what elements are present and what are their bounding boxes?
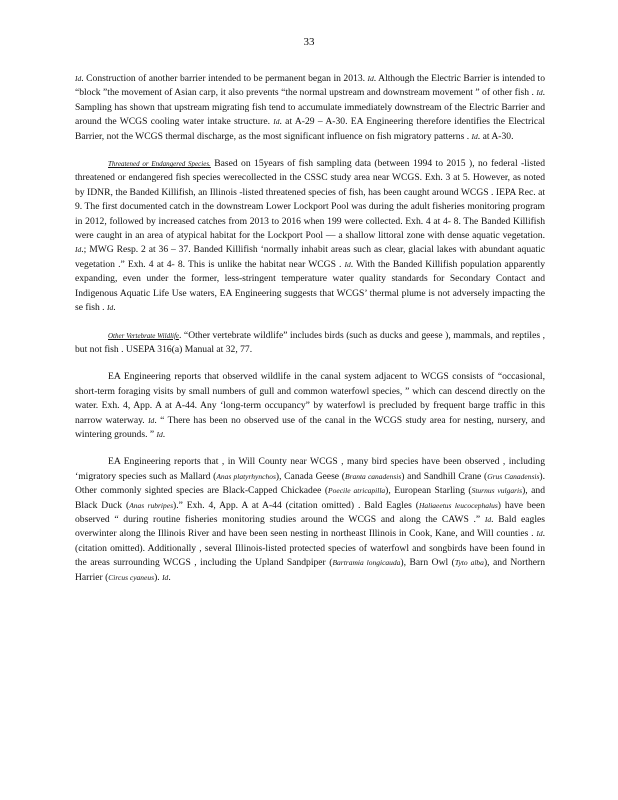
section-heading: Other Vertebrate Wildlife: [108, 331, 180, 340]
italic-text: Circus cyaneus: [108, 572, 155, 582]
paragraph-text: . (citation omitted). Additionally , several Illinois-listed protected species of waterfowl and songbirds have been found in the areas surrounding WCGS , including the Upland Sandpiper (: [75, 528, 545, 569]
italic-text: Id: [484, 514, 492, 524]
italic-text: Bartramia longicauda: [332, 558, 401, 568]
italic-text: Id: [162, 572, 169, 582]
paragraph-text: ) and Sandhill Crane (: [401, 470, 488, 482]
paragraph-text: ), and Northern Harrier (: [75, 557, 545, 583]
paragraph-text: ) have been observed “ during routine fisheries monitoring studies around the WCGS and along the CAWS .”: [75, 499, 546, 525]
paragraph-text: EA Engineering reports that observed wildlife in the canal system adjacent to WCGS consists of “occasional, short-term foraging visits by small numbers of gull and common waterfowl species, ” which can descend directly on the water. Exh. 4, App. A at A-44. Any ‘long-term occupancy” by waterfowl is precluded by frequent barge traffic in this narrow waterway.: [75, 371, 545, 426]
italic-text: Anas platyrhynchos: [216, 471, 276, 481]
paragraph-text: . Construction of another barrier intended to be permanent began in 2013.: [81, 73, 368, 84]
italic-text: Id: [536, 529, 543, 539]
italic-text: Id: [536, 88, 543, 98]
paragraph-text: ).: [154, 571, 163, 583]
italic-text: Haliaeetus leucocephalus: [418, 500, 498, 510]
body-paragraph: [75, 72, 545, 144]
body-paragraph: [75, 329, 545, 358]
italic-text: Branta canadensis: [344, 471, 402, 481]
paragraph-text: . “ There has been no observed use of the canal in the WCGS study area for nesting, nursery, and wintering grounds. ”: [75, 414, 546, 440]
section-heading: Threatened or Endangered Species.: [108, 160, 211, 169]
paragraph-text: ), Barn Owl (: [400, 557, 455, 569]
italic-text: Id: [344, 259, 351, 269]
body-paragraph: [75, 455, 545, 585]
italic-text: Id: [75, 74, 82, 83]
italic-text: Poecile atricapilla: [328, 486, 386, 496]
paragraph-text: . at A-29 – A-30. EA Engineering therefore identifies the Electrical Barrier, not the WCGS thermal discharge, as the most significant influence on fish migratory patterns .: [75, 116, 546, 142]
paragraph-text: . at A-30.: [477, 130, 514, 142]
paragraph-text: ), and Black Duck (: [75, 485, 546, 511]
italic-text: Id: [471, 131, 478, 141]
italic-text: Sturnus vulgaris: [471, 486, 523, 496]
paragraph-text: ), Canada Geese (: [275, 470, 345, 482]
page-number: 33: [303, 36, 315, 48]
italic-text: Id: [106, 303, 114, 313]
paragraph-text: . With the Banded Killifish population apparently expanding, even under the former, less-stringent temperature water quality standards for Secondary Contact and Indigenous Aquatic Life Use waters, EA Engineering suggests that WCGS’ thermal plume is not adversely impacting the se fish .: [75, 258, 546, 314]
italic-text: Id: [156, 429, 163, 439]
italic-text: Id: [273, 117, 280, 127]
italic-text: Anas rubripes: [129, 500, 173, 510]
italic-text: Tyto alba: [454, 558, 484, 568]
body-paragraph: [75, 157, 545, 315]
body-paragraph: [75, 370, 545, 442]
document-body: [75, 72, 545, 598]
italic-text: Id: [75, 245, 82, 255]
italic-text: Id: [148, 415, 155, 425]
paragraph-text: ).” Exh. 4, App. A at A-44 (citation omitted) . Bald Eagles (: [173, 499, 419, 511]
paragraph-text: .: [162, 428, 166, 440]
paragraph-text: . Although the Electric Barrier is intended to “block ”the movement of Asian carp, it also prevents “the normal upstream and downstream movement ” of other fish .: [75, 73, 545, 99]
paragraph-text: ), European Starling (: [385, 485, 472, 497]
paragraph-text: .: [168, 571, 171, 583]
paragraph-text: .; MWG Resp. 2 at 36 – 37. Banded Killifish ‘normally inhabit areas such as clear, glacial lakes with abundant aquatic vegetation .” Exh. 4 at 4- 8. This is unlike the habitat near WCGS .: [75, 244, 545, 270]
paragraph-text: . “Other vertebrate wildlife” includes birds (such as ducks and geese ), mammals, and reptiles , but not fish . USEPA 316(a) Manual at 32, 77.: [75, 329, 545, 355]
paragraph-text: EA Engineering reports that , in Will County near WCGS , many bird species have been observed , including ‘migratory species such as Mallard (: [75, 456, 545, 482]
paragraph-text: Based on 15years of fish sampling data (between 1994 to 2015 ), no federal -listed threatened or endangered fish species werecollected in the CSSC study area near WCGS. Exh. 3 at 5. However, as noted by IDNR, the Banded Killifish, an Illinois -listed threatened species of fish, has been caught around WCGS . IEPA Rec. at 9. The first documented catch in the downstream Lower Lockport Pool was during the adult fisheries monitoring program in 2012, followed by increased catches from 2013 to 2016 when 199 were collected. Exh. 4 at 4- 8. The Banded Killifish were caught in an area of atypical habitat for the Lockport Pool — a shallow littoral zone with dense aquatic vegetation.: [75, 158, 545, 242]
paragraph-text: . Sampling has shown that upstream migrating fish tend to accumulate immediately downstream of the Electric Barrier and around the WCGS cooling water intake structure.: [75, 87, 545, 128]
paragraph-text: .: [113, 302, 116, 314]
italic-text: Id: [367, 74, 374, 83]
italic-text: Grus Canadensis: [487, 471, 540, 481]
paragraph-text: ). Other commonly sighted species are Black-Capped Chickadee (: [75, 470, 545, 497]
paragraph-text: . Bald eagles overwinter along the Illinois River and have been seen nesting in northeast Illinois in Cook, Kane, and Will counties .: [75, 513, 545, 540]
